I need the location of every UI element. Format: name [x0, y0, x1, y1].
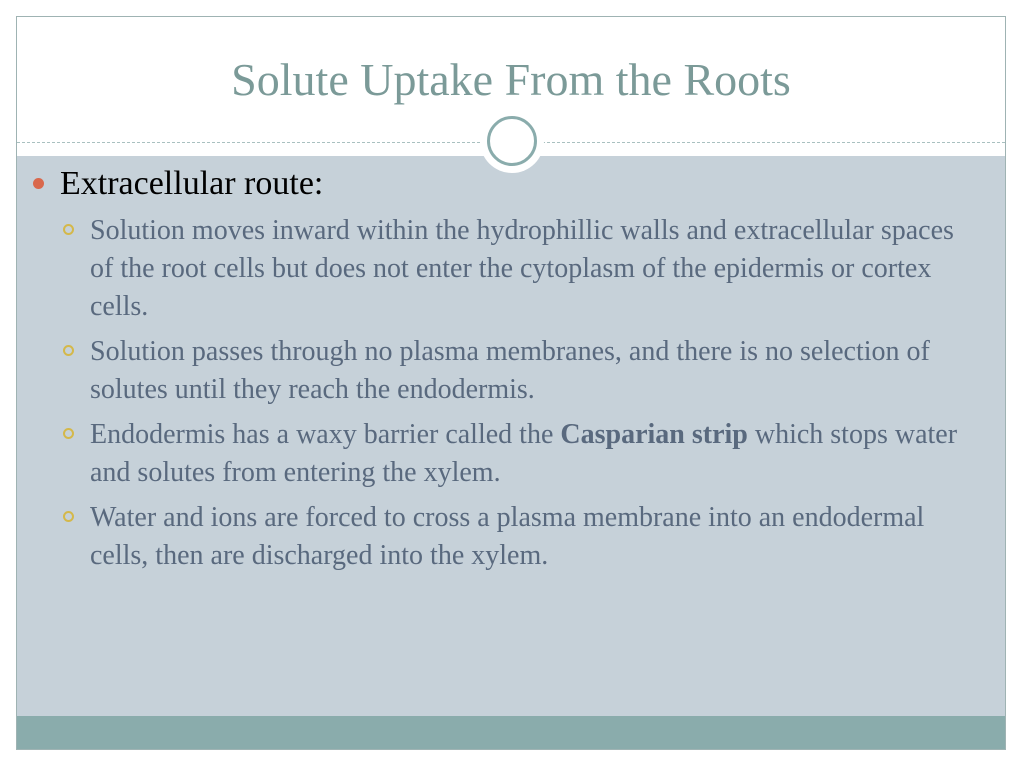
heading-text: Extracellular route: — [60, 165, 324, 202]
filled-circle-bullet-icon — [33, 178, 44, 189]
sub-bullet — [30, 499, 970, 575]
sub-bullet-text-before: Endodermis has a waxy barrier called the — [90, 419, 561, 450]
hollow-circle-bullet-icon — [63, 428, 74, 439]
sub-bullet-text: Solution moves inward within the hydrophillic walls and extracellular spaces of the root cells but does not enter the cytoplasm of the epidermis or cortex cells. — [90, 215, 954, 322]
sub-bullet — [30, 212, 970, 326]
sub-bullet — [30, 333, 970, 409]
hollow-circle-bullet-icon — [63, 511, 74, 522]
footer-bar — [17, 716, 1005, 750]
hollow-circle-bullet-icon — [63, 345, 74, 356]
bullet-heading — [30, 164, 970, 204]
sub-bullet-text: Water and ions are forced to cross a plasma membrane into an endodermal cells, then are discharged into the xylem. — [90, 502, 925, 571]
casparian-strip-term: Casparian strip — [560, 419, 748, 450]
hollow-circle-bullet-icon — [63, 224, 74, 235]
slide-title: Solute Uptake From the Roots — [231, 54, 791, 105]
ornament-ring — [487, 116, 537, 166]
sub-bullet — [30, 416, 970, 492]
sub-bullet-text: Solution passes through no plasma membranes, and there is no selection of solutes until they reach the endodermis. — [90, 336, 930, 405]
sub-bullet-text-after: which stops water and solutes from entering the xylem. — [90, 419, 958, 488]
slide-content — [30, 164, 970, 582]
